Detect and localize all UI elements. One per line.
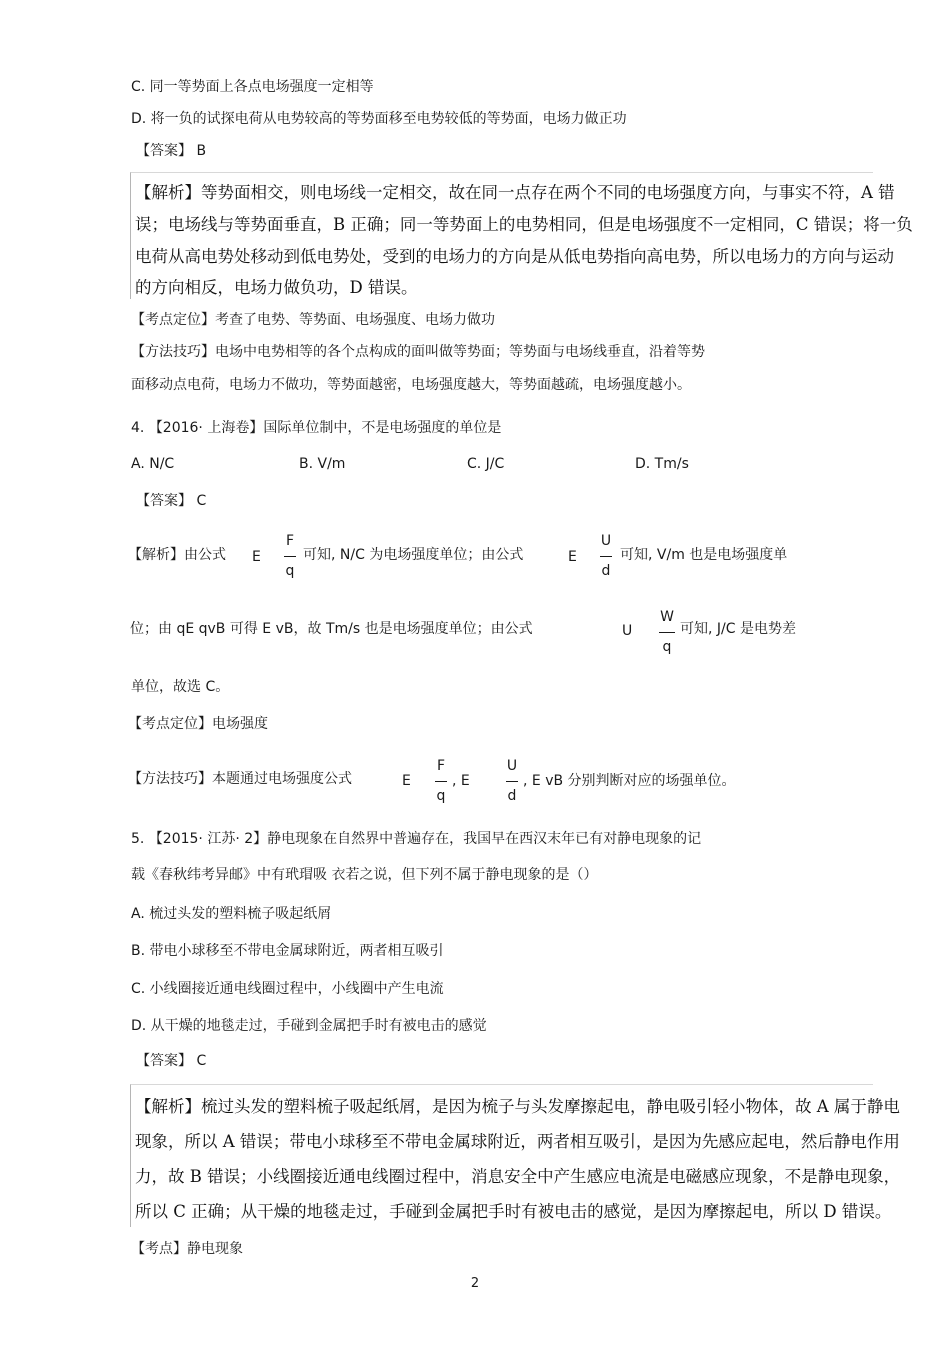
numerator: U bbox=[600, 533, 612, 549]
analysis-box bbox=[130, 172, 913, 299]
denominator: q bbox=[285, 563, 295, 579]
choice-c: C. 小线圈接近通电线圈过程中，小线圈中产生电流 bbox=[131, 981, 444, 997]
analysis-text: 可知, V/m 也是电场强度单 bbox=[620, 547, 788, 563]
analysis-line: 的方向相反，电场力做负功，D 错误。 bbox=[135, 278, 418, 297]
analysis-text: 可知, J/C 是电势差 bbox=[680, 621, 796, 637]
numerator: F bbox=[436, 758, 446, 774]
fraction-bar bbox=[284, 556, 296, 557]
fangfa-line: 面移动点电荷，电场力不做功，等势面越密，电场强度越大，等势面越疏，电场强度越小。 bbox=[131, 377, 691, 393]
fraction-f-over-q bbox=[434, 758, 448, 808]
choice-d: D. 将一负的试探电荷从电势较高的等势面移至电势较低的等势面，电场力做正功 bbox=[131, 111, 627, 127]
analysis-line: 现象，所以 A 错误；带电小球移至不带电金属球附近，两者相互吸引，是因为先感应起电，然后静电作用 bbox=[135, 1132, 900, 1151]
analysis-line: 力，故 B 错误；小线圈接近通电线圈过程中，消息安全中产生感应电流是电磁感应现象，不是静电现象， bbox=[135, 1167, 901, 1186]
choice-a: A. N/C bbox=[131, 456, 175, 472]
kaodian: 【考点】静电现象 bbox=[131, 1241, 243, 1257]
fraction-u-over-d bbox=[505, 758, 519, 808]
fraction-f-over-q bbox=[283, 533, 297, 583]
kaodian: 【考点定位】考查了电势、等势面、电场强度、电场力做功 bbox=[131, 312, 495, 328]
formula-e: E bbox=[252, 549, 261, 565]
fangfa-text: 【方法技巧】本题通过电场强度公式 bbox=[128, 771, 352, 787]
choice-a: A. 梳过头发的塑料梳子吸起纸屑 bbox=[131, 906, 332, 922]
analysis-text: 【解析】由公式 bbox=[128, 547, 226, 563]
formula-e: E bbox=[402, 773, 411, 789]
analysis-text: 可知, N/C 为电场强度单位；由公式 bbox=[303, 547, 524, 563]
answer: 【答案】 C bbox=[136, 493, 207, 509]
fangfa-text: , E bbox=[452, 773, 470, 789]
denominator: q bbox=[662, 639, 672, 655]
fraction-bar bbox=[659, 632, 675, 633]
analysis-line: 【解析】梳过头发的塑料梳子吸起纸屑，是因为梳子与头发摩擦起电，静电吸引轻小物体，故 A 属于静电 bbox=[135, 1097, 900, 1116]
choice-c: C. 同一等势面上各点电场强度一定相等 bbox=[131, 79, 374, 95]
fraction-bar bbox=[435, 781, 447, 782]
fraction-bar bbox=[600, 556, 612, 557]
fangfa-line: 【方法技巧】电场中电势相等的各个点构成的面叫做等势面；等势面与电场线垂直，沿着等势 bbox=[131, 344, 705, 360]
choice-b: B. V/m bbox=[299, 456, 346, 472]
formula-u: U bbox=[622, 623, 633, 639]
numerator: F bbox=[285, 533, 295, 549]
choice-d: D. 从干燥的地毯走过，手碰到金属把手时有被电击的感觉 bbox=[131, 1018, 487, 1034]
choice-b: B. 带电小球移至不带电金属球附近，两者相互吸引 bbox=[131, 943, 444, 959]
answer: 【答案】 B bbox=[136, 143, 207, 159]
question-stem: 5. 【2015· 江苏· 2】静电现象在自然界中普遍存在，我国早在西汉末年已有对静电现象的记 bbox=[131, 831, 702, 847]
denominator: d bbox=[507, 788, 517, 804]
denominator: q bbox=[436, 788, 446, 804]
choice-d: D. Tm/s bbox=[635, 456, 689, 472]
answer: 【答案】 C bbox=[136, 1053, 207, 1069]
kaodian: 【考点定位】电场强度 bbox=[128, 716, 268, 732]
fraction-u-over-d bbox=[599, 533, 613, 583]
fraction-w-over-q bbox=[658, 609, 676, 659]
denominator: d bbox=[601, 563, 611, 579]
fangfa-text: , E vB 分别判断对应的场强单位。 bbox=[523, 773, 736, 789]
analysis-line: 电荷从高电势处移动到低电势处，受到的电场力的方向是从低电势指向高电势，所以电场力的方向与运动 bbox=[135, 247, 894, 266]
page-number: 2 bbox=[470, 1276, 480, 1291]
analysis-line: 所以 C 正确；从干燥的地毯走过，手碰到金属把手时有被电击的感觉，是因为摩擦起电，所以 D 错误。 bbox=[135, 1202, 892, 1221]
analysis-line: 误；电场线与等势面垂直，B 正确；同一等势面上的电势相同，但是电场强度不一定相同，C 错误；将一负 bbox=[135, 215, 913, 234]
analysis-line: 【解析】等势面相交，则电场线一定相交，故在同一点存在两个不同的电场强度方向，与事实不符，A 错 bbox=[135, 183, 895, 202]
choice-c: C. J/C bbox=[467, 456, 505, 472]
analysis-text: 单位，故选 C。 bbox=[131, 679, 230, 695]
numerator: W bbox=[660, 609, 674, 625]
numerator: U bbox=[506, 758, 518, 774]
formula-e: E bbox=[568, 549, 577, 565]
analysis-box bbox=[130, 1084, 901, 1227]
question-stem: 载《春秋纬考异邮》中有玳瑁吸 衣若之说，但下列不属于静电现象的是（） bbox=[131, 867, 598, 883]
fraction-bar bbox=[506, 781, 518, 782]
analysis-text: 位；由 qE qvB 可得 E vB，故 Tm/s 也是电场强度单位；由公式 bbox=[130, 621, 533, 637]
question-stem: 4. 【2016· 上海卷】国际单位制中，不是电场强度的单位是 bbox=[131, 420, 502, 436]
